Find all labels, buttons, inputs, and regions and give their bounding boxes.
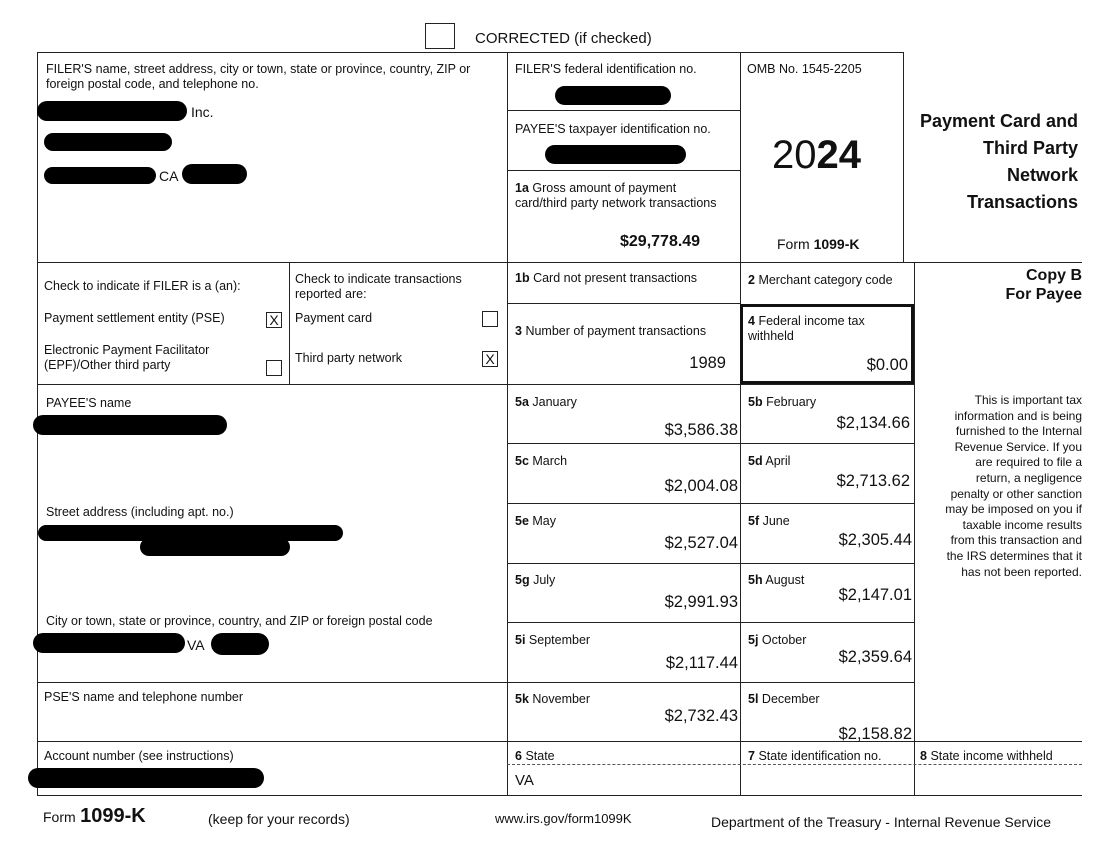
box-5i-label: 5i September — [515, 633, 591, 647]
box-5g-label: 5g July — [515, 573, 556, 587]
footer-form-id: Form 1099-K — [43, 805, 146, 827]
box-5c-value: $2,004.08 — [664, 477, 738, 495]
third-party-label: Third party network — [295, 351, 402, 365]
form-id: Form 1099-K — [777, 236, 860, 252]
box-5a-value: $3,586.38 — [664, 421, 738, 439]
box-5b-value: $2,134.66 — [836, 414, 910, 432]
box-5e-label: 5e May — [515, 514, 557, 528]
redacted-filer-street — [44, 133, 172, 151]
box-5h-value: $2,147.01 — [838, 586, 912, 604]
box-5i-value: $2,117.44 — [665, 654, 738, 672]
box-5d-value: $2,713.62 — [836, 472, 910, 490]
redacted-filer-fin — [555, 86, 671, 105]
footer-keep-note: (keep for your records) — [208, 811, 350, 827]
box-5h-label: 5h August — [748, 573, 805, 587]
redacted-account-number — [28, 768, 264, 788]
payee-city-label: City or town, state or province, country, and ZIP or foreign postal code — [46, 614, 433, 628]
box-5c-label: 5c March — [515, 454, 568, 468]
box-1a-value: $29,778.49 — [620, 233, 701, 250]
form-title: Payment Card and Third Party Network Transactions — [919, 111, 1078, 212]
footer-url[interactable]: www.irs.gov/form1099K — [495, 811, 632, 826]
pse-name-label: PSE'S name and telephone number — [44, 690, 244, 704]
payment-card-label: Payment card — [295, 311, 373, 325]
box-5k-value: $2,732.43 — [664, 707, 738, 725]
box-5j-value: $2,359.64 — [838, 648, 912, 666]
epf-checkbox[interactable] — [266, 360, 282, 376]
box-3-label: 3 Number of payment transactions — [515, 324, 707, 338]
payee-street-label: Street address (including apt. no.) — [46, 505, 234, 519]
payment-card-checkbox[interactable] — [482, 311, 498, 327]
box-4-value: $0.00 — [866, 356, 908, 374]
box-6-value: VA — [515, 772, 534, 789]
filer-fin-label: FILER'S federal identification no. — [515, 62, 697, 76]
filer-type-label: Check to indicate if FILER is a (an): — [44, 279, 241, 293]
filer-state: CA — [159, 168, 179, 184]
box-1b-label: 1b Card not present transactions — [515, 271, 698, 285]
box-7-label: 7 State identification no. — [748, 749, 882, 763]
box-5f-value: $2,305.44 — [838, 531, 912, 549]
redacted-payee-street-2 — [140, 538, 290, 556]
box-3-value: 1989 — [689, 354, 726, 372]
corrected-label: CORRECTED (if checked) — [475, 30, 652, 47]
box-5g-value: $2,991.93 — [664, 593, 738, 611]
redacted-payee-name — [33, 415, 227, 435]
pse-label: Payment settlement entity (PSE) — [44, 311, 225, 325]
box-1a-label: 1a Gross amount of payment card/third party network transactions — [515, 181, 717, 210]
pse-checkbox[interactable]: X — [266, 312, 282, 328]
redacted-filer-zip — [182, 164, 247, 184]
epf-label: Electronic Payment Facilitator (EPF)/Other third party — [44, 343, 210, 372]
account-number-label: Account number (see instructions) — [44, 749, 234, 763]
box-5l-value: $2,158.82 — [838, 725, 912, 743]
third-party-checkbox[interactable]: X — [482, 351, 498, 367]
box-5d-label: 5d April — [748, 454, 791, 468]
box-5l-label: 5l December — [748, 692, 820, 706]
box-5a-label: 5a January — [515, 395, 577, 409]
payee-name-label: PAYEE'S name — [46, 396, 132, 410]
filer-name-suffix: Inc. — [191, 104, 214, 120]
filer-info-label: FILER'S name, street address, city or town, state or province, country, ZIP or foreign postal code, and telephone no. — [46, 62, 471, 91]
redacted-payee-city — [33, 633, 185, 653]
box-8-label: 8 State income withheld — [920, 749, 1053, 763]
box-2-label: 2 Merchant category code — [748, 273, 893, 287]
omb-number: OMB No. 1545-2205 — [747, 62, 862, 76]
tax-year: 2024 — [772, 133, 861, 177]
redacted-payee-tin — [545, 145, 686, 164]
payee-tin-label: PAYEE'S taxpayer identification no. — [515, 122, 711, 136]
box-5f-label: 5f June — [748, 514, 790, 528]
redacted-filer-name — [37, 101, 187, 121]
footer-department: Department of the Treasury - Internal Revenue Service — [711, 814, 1052, 830]
payee-state: VA — [187, 637, 205, 653]
copy-designation: Copy B For Payee — [1005, 267, 1082, 303]
corrected-checkbox[interactable] — [425, 23, 455, 49]
box-4-label: 4 Federal income tax withheld — [748, 314, 865, 343]
redacted-filer-city — [44, 167, 156, 184]
box-5b-label: 5b February — [748, 395, 817, 409]
box-5e-value: $2,527.04 — [664, 534, 738, 552]
box-6-label: 6 State — [515, 749, 555, 763]
box-5j-label: 5j October — [748, 633, 807, 647]
important-notice: This is important tax information and is being furnished to the Internal Revenue Service. If you are required to file a return, a negligence penalty or other sanction may be imposed on you if taxable income results from this transaction and the IRS determines that it has not been reported. — [945, 393, 1082, 579]
redacted-payee-zip — [211, 633, 269, 655]
box-5k-label: 5k November — [515, 692, 591, 706]
transaction-type-label: Check to indicate transactions reported are: — [295, 272, 462, 301]
